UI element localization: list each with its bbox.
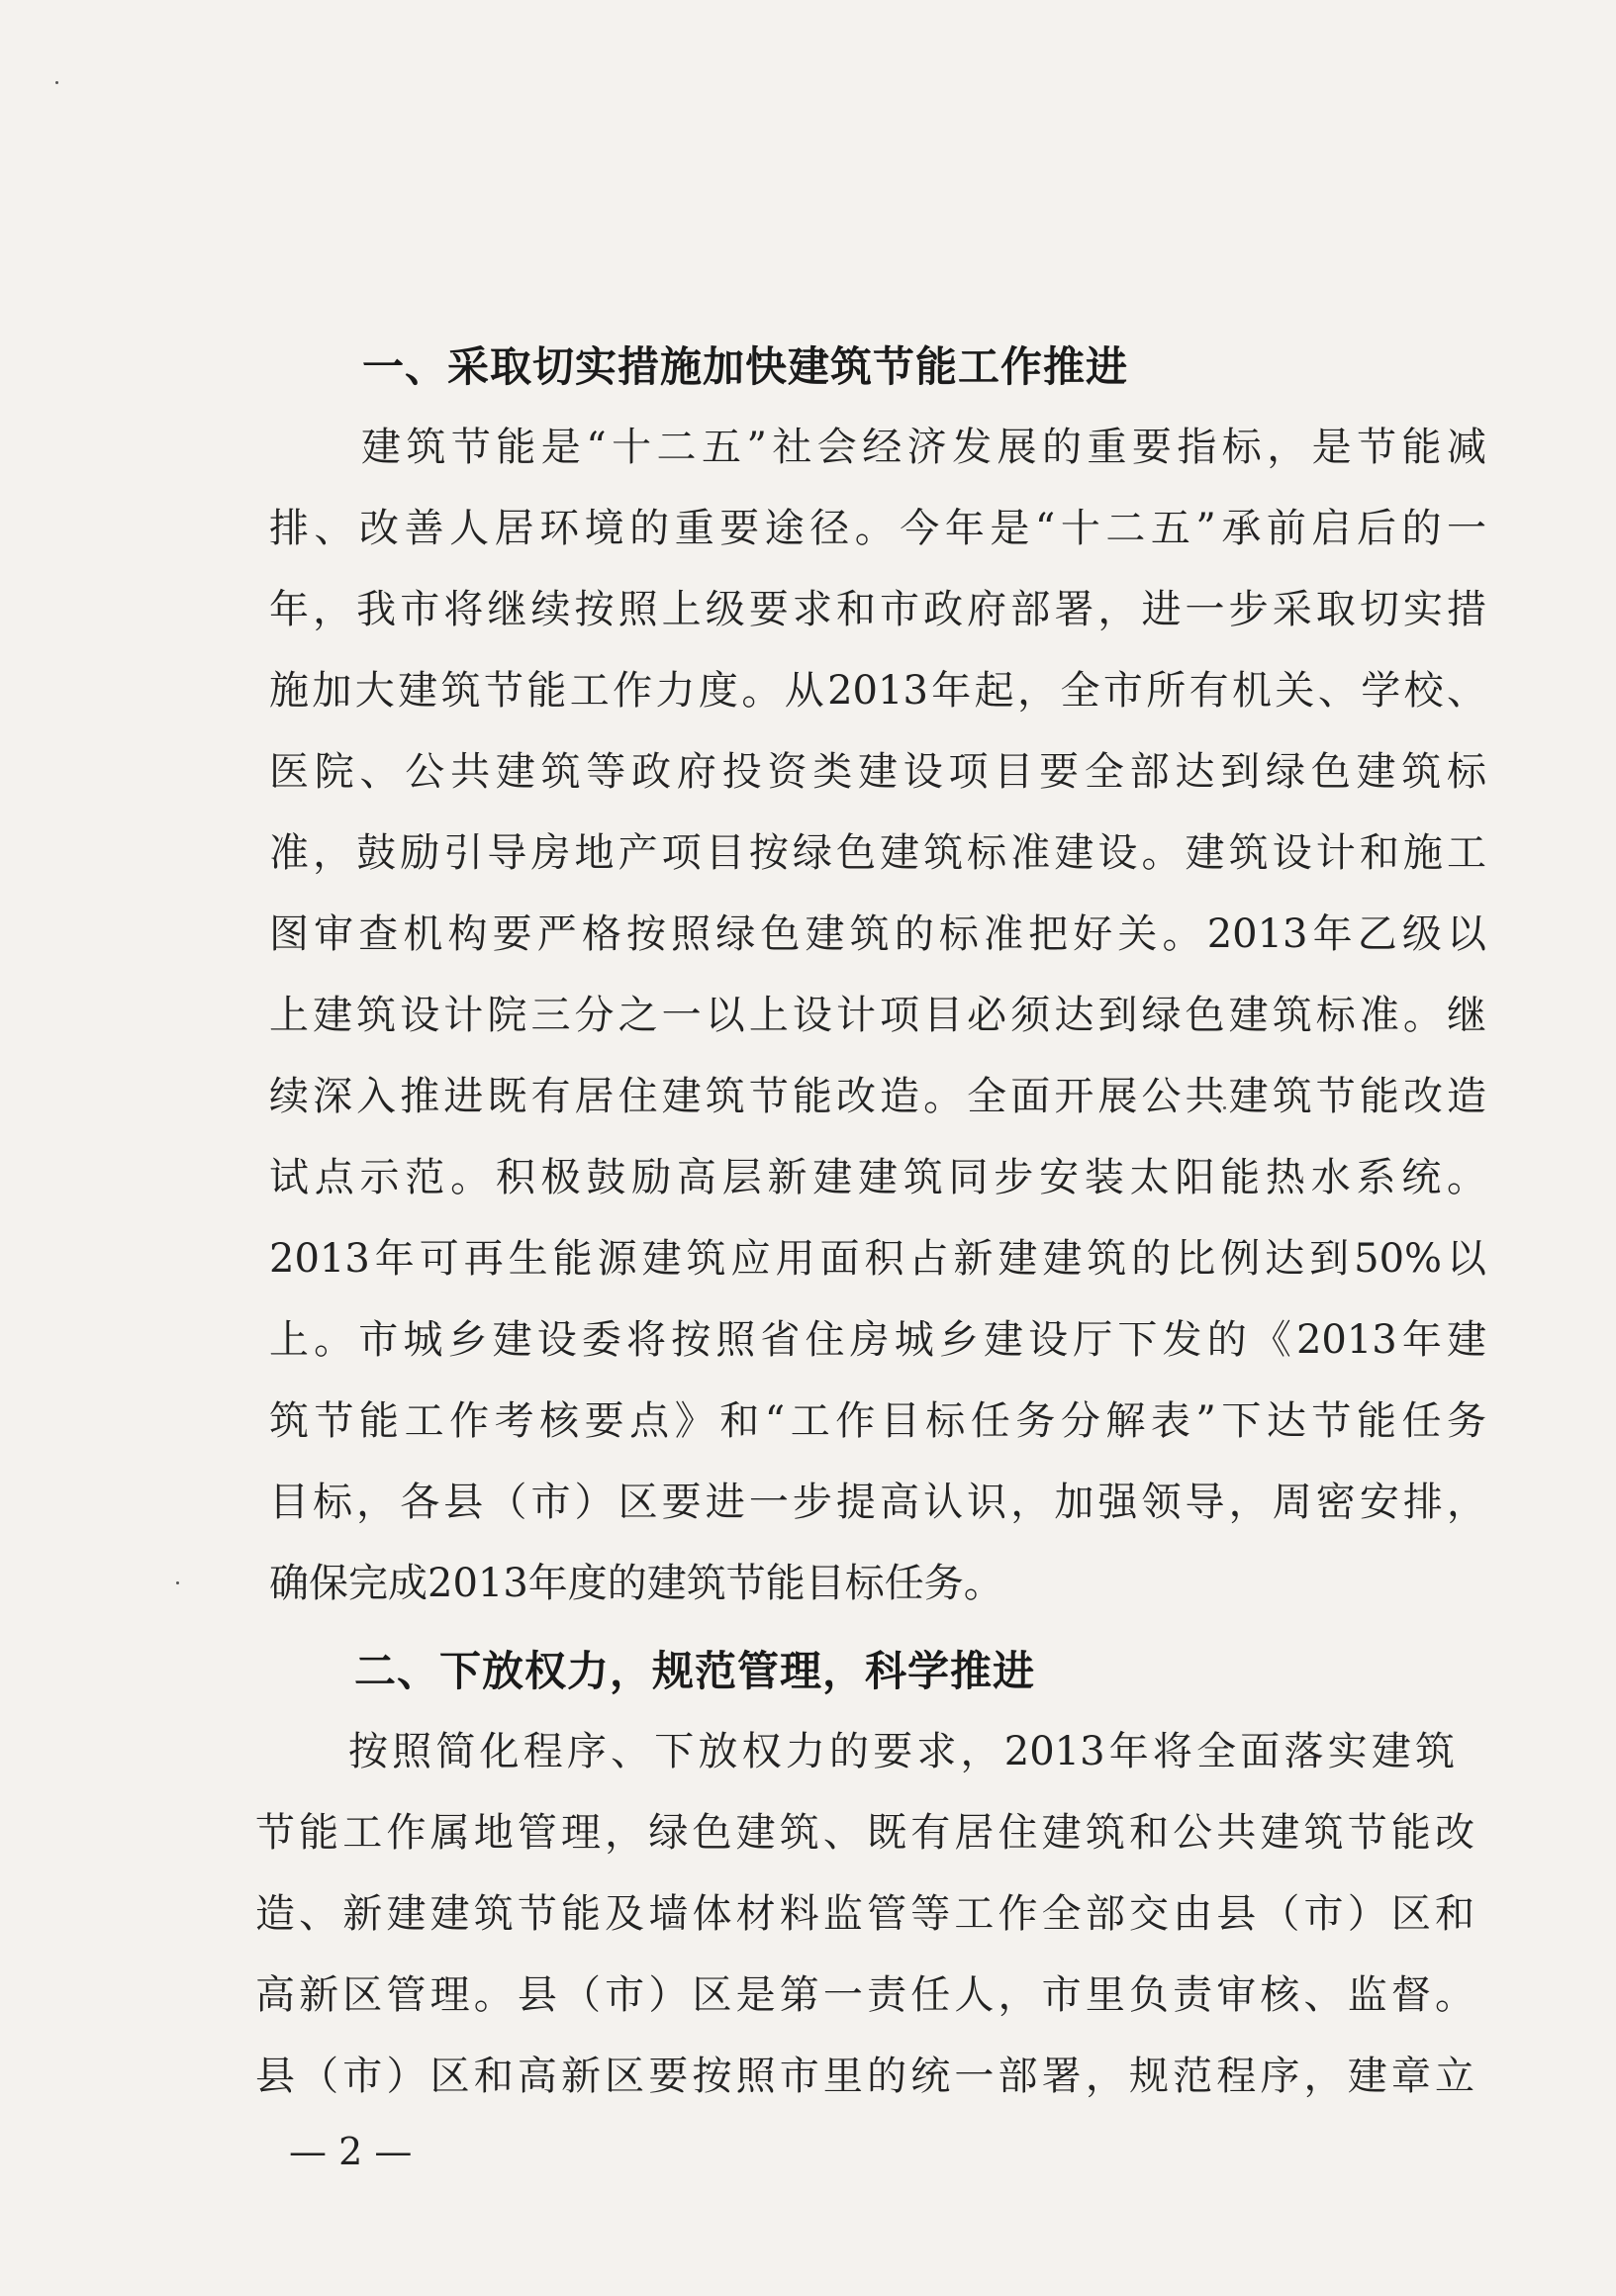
paragraph-line: 排、改善人居环境的重要途径。今年是“十二五”承前启后的一 — [269, 506, 1486, 551]
paragraph-line: 图审查机构要严格按照绿色建筑的标准把好关。2013年乙级以 — [269, 911, 1486, 957]
paragraph-line: 确保完成2013年度的建筑节能目标任务。 — [269, 1561, 1003, 1606]
paragraph-line: 医院、公共建筑等政府投资类建设项目要全部达到绿色建筑标 — [269, 749, 1486, 795]
paragraph-line: 上建筑设计院三分之一以上设计项目必须达到绿色建筑标准。继 — [269, 993, 1486, 1038]
page-number: — 2 — — [289, 2130, 413, 2173]
paragraph-line: 筑节能工作考核要点》和“工作目标任务分解表”下达节能任务 — [269, 1398, 1486, 1444]
paragraph-line: 节能工作属地管理，绿色建筑、既有居住建筑和公共建筑节能改 — [255, 1810, 1474, 1856]
scan-speck — [176, 1581, 179, 1584]
paragraph-line: 施加大建筑节能工作力度。从2013年起，全市所有机关、学校、 — [269, 668, 1486, 714]
paragraph-line: 造、新建建筑节能及墙体材料监管等工作全部交由县（市）区和 — [255, 1891, 1474, 1937]
paragraph-line: 试点示范。积极鼓励高层新建建筑同步安装太阳能热水系统。 — [269, 1155, 1486, 1200]
scan-speck — [55, 81, 58, 84]
paragraph-line: 续深入推进既有居住建筑节能改造。全面开展公共建筑节能改造 — [269, 1074, 1486, 1119]
section-1-heading: 一、采取切实措施加快建筑节能工作推进 — [362, 342, 1129, 391]
paragraph-line: 上。市城乡建设委将按照省住房城乡建设厅下发的《2013年建 — [269, 1317, 1486, 1363]
paragraph-line: 按照简化程序、下放权力的要求，2013年将全面落实建筑 — [348, 1729, 1455, 1774]
section-2-heading: 二、下放权力，规范管理，科学推进 — [354, 1647, 1036, 1695]
paragraph-line: 准，鼓励引导房地产项目按绿色建筑标准建设。建筑设计和施工 — [269, 830, 1486, 876]
paragraph-line: 目标，各县（市）区要进一步提高认识，加强领导，周密安排， — [269, 1480, 1486, 1525]
paragraph-line: 县（市）区和高新区要按照市里的统一部署，规范程序，建章立 — [255, 2054, 1474, 2099]
paragraph-line: 年，我市将继续按照上级要求和市政府部署，进一步采取切实措 — [269, 587, 1486, 632]
paragraph-line: 建筑节能是“十二五”社会经济发展的重要指标，是节能减 — [361, 425, 1486, 470]
paragraph-line: 2013年可再生能源建筑应用面积占新建建筑的比例达到50%以 — [269, 1236, 1486, 1282]
paragraph-line: 高新区管理。县（市）区是第一责任人，市里负责审核、监督。 — [255, 1972, 1474, 2018]
